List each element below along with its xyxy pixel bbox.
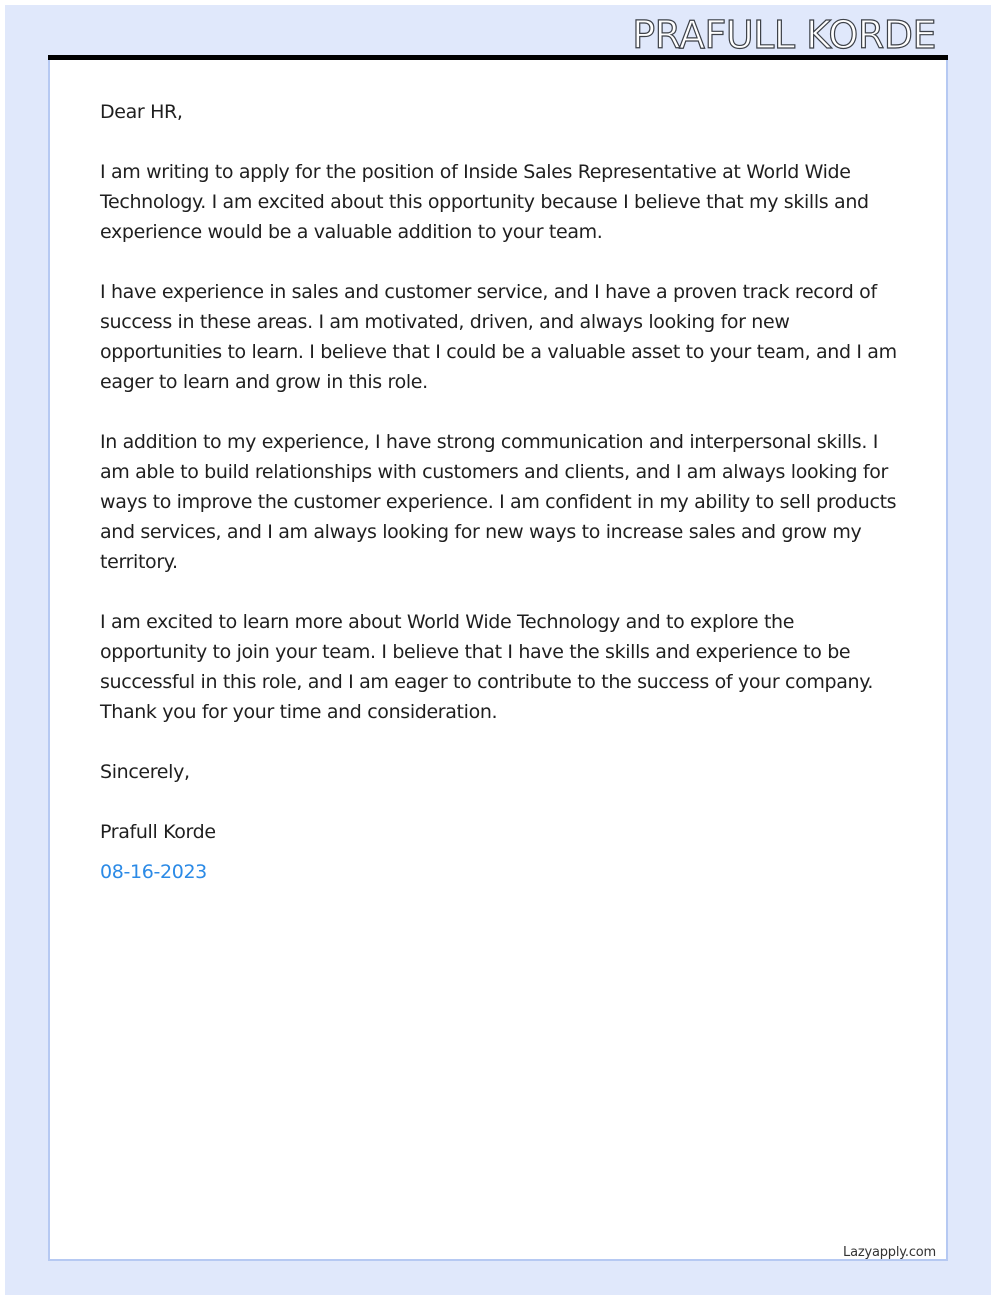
closing: Sincerely, (100, 761, 190, 783)
applicant-name-title: PRAFULL KORDE (632, 13, 936, 57)
letter-body (100, 97, 900, 917)
salutation: Dear HR, (100, 101, 183, 123)
paragraph-4: I am excited to learn more about World Wide Technology and to explore the opportunity to join your team. I believe that I have the skills and experience to be successful in this role, and I am eager to contribute to the success of your company. Thank you for your time and consideration. (100, 611, 874, 723)
watermark: Lazyapply.com (843, 1245, 936, 1260)
paragraph-2: I have experience in sales and customer service, and I have a proven track record of success in these areas. I am motivated, driven, and always looking for new opportunities to learn. I believe that I could be a valuable asset to your team, and I am eager to learn and grow in this role. (100, 281, 897, 393)
paragraph-3: In addition to my experience, I have strong communication and interpersonal skills. I am able to build relationships with customers and clients, and I am always looking for ways to improve the customer experience. I am confident in my ability to sell products and services, and I am always looking for new ways to increase sales and grow my territory. (100, 431, 897, 573)
letter-date: 08-16-2023 (100, 861, 207, 883)
signature-name: Prafull Korde (100, 821, 216, 843)
paragraph-1: I am writing to apply for the position of Inside Sales Representative at World Wide Technology. I am excited about this opportunity because I believe that my skills and experience would be a valuable addition to your team. (100, 161, 869, 243)
